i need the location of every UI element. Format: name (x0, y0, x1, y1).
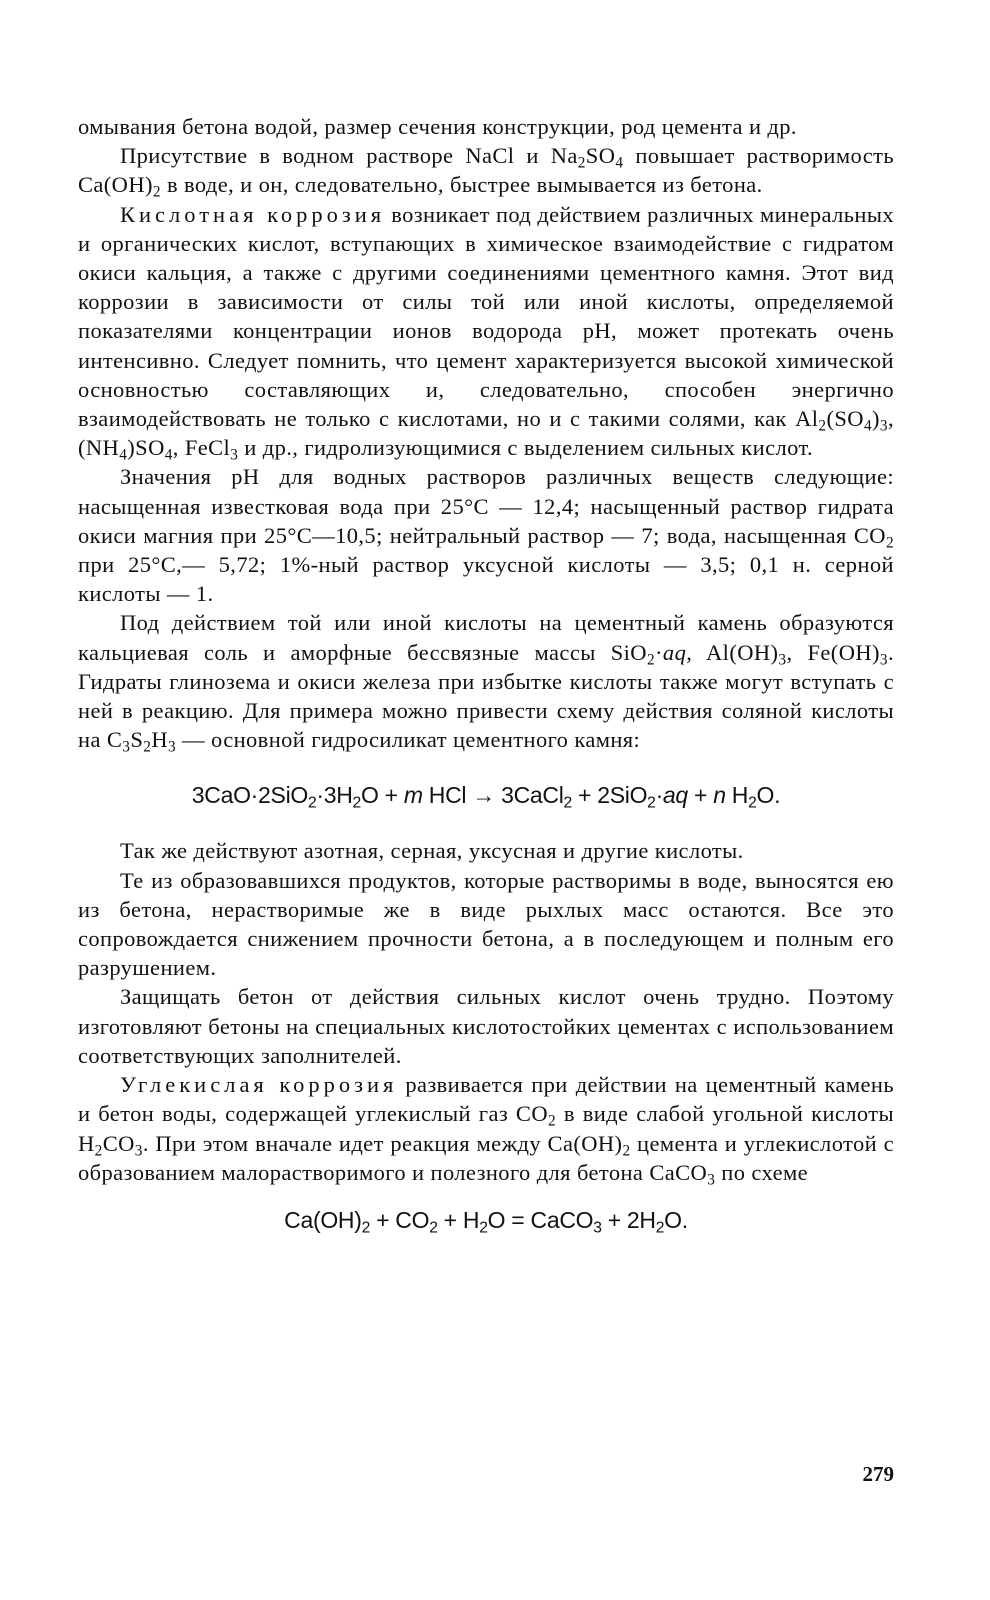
page-number: 279 (862, 1462, 894, 1486)
eq-text: · (655, 782, 663, 809)
sub: 2 (655, 1219, 665, 1237)
sub: 4 (615, 154, 624, 172)
sub: 3 (122, 738, 131, 756)
sub: 2 (94, 1141, 103, 1159)
text: CO (102, 1130, 135, 1156)
eq-text: + CO (369, 1206, 430, 1233)
text: повышает растворимость Ca(OH) (78, 143, 894, 198)
sub: 2 (647, 794, 656, 812)
sub: 2 (352, 794, 361, 812)
sub: 2 (577, 154, 586, 172)
equation-hcl-reaction (78, 780, 894, 810)
paragraph-9 (78, 1070, 894, 1187)
paragraph-5 (78, 608, 894, 754)
sub: 3 (879, 417, 888, 435)
sub: 2 (622, 1141, 631, 1159)
text: цемента и углекислотой с образованием малорастворимого и полезного для бетона CaCO (78, 1130, 894, 1185)
sub: 2 (143, 738, 152, 756)
text: , FeCl (172, 435, 231, 461)
eq-text: HCl → 3CaCl (422, 782, 564, 809)
text: Под действием той или иной кислоты на цементный камень образуются кальциевая соль и аморфные бессвязные массы SiO (78, 610, 894, 665)
sub: 4 (119, 446, 128, 464)
text: развивается при действии на цементный камень и бетон воды, содержащей углекислый газ CO (78, 1072, 894, 1127)
text: Защищать бетон от действия сильных кислот очень трудно. Поэтому изготовляют бетоны на специальных кислотостойких цементах с использованием соответствующих заполнителей. (78, 984, 894, 1068)
equation-carbonation (78, 1205, 894, 1235)
sub: 3 (230, 446, 239, 464)
text: в виде слабой угольной кислоты H (78, 1101, 894, 1156)
section-heading: Кислотная коррозия (120, 201, 386, 227)
eq-var: m (403, 782, 423, 809)
sub: 4 (164, 446, 173, 464)
sub: 2 (479, 1219, 488, 1237)
sub: 2 (361, 1219, 370, 1237)
text: возникает под действием различных минеральных и органических кислот, вступающих в химическое взаимодействие с гидратом окиси кальция, а также с другими соединениями цементного камня. Этот вид коррозии в зависимости от силы той или иной кислоты, определяемой показателями концентрации ионов водорода pH, может протекать очень интенсивно. Следует помнить, что цемент характеризуется высокой химической основностью составляющих и, следовательно, способен энергично взаимодействовать не только с кислотами, но и с такими солями, как Al (78, 201, 894, 432)
eq-text: O = CaCO (487, 1206, 594, 1233)
paragraph-4 (78, 462, 894, 608)
text: )SO (127, 435, 165, 461)
sub: 3 (707, 1170, 716, 1188)
text: и др., гидролизующимися с выделением сильных кислот. (238, 435, 814, 461)
eq-text: + 2H (601, 1206, 656, 1233)
paragraph-1 (78, 112, 894, 141)
eq-text: Ca(OH) (284, 1206, 362, 1233)
text: Те из образовавшихся продуктов, которые растворимы в воде, выносятся ею из бетона, нерастворимые же в виде рыхлых масс остаются. Все это сопровождается снижением прочности бетона, а в последующем и полным его разрушением. (78, 867, 894, 981)
eq-text: + 2SiO (571, 782, 648, 809)
text: ) (872, 406, 880, 432)
page-body (78, 112, 894, 1235)
eq-text: + H (437, 1206, 480, 1233)
text: по схеме (715, 1159, 808, 1185)
text: в воде, и он, следовательно, быстрее вымывается из бетона. (160, 172, 763, 198)
eq-text: H (725, 782, 749, 809)
text: при 25°C,— 5,72; 1%-ный раствор уксусной кислоты — 3,5; 0,1 н. серной кислоты — 1. (78, 552, 894, 607)
eq-var: aq (662, 782, 688, 809)
sub: 2 (818, 417, 827, 435)
eq-text: ·3H (316, 782, 353, 809)
sub: 3 (167, 738, 177, 756)
paragraph-8 (78, 982, 894, 1070)
text-italic: aq, (662, 639, 693, 665)
text: Присутствие в водном растворе NaCl и Na (120, 143, 578, 169)
sub: 2 (307, 794, 317, 812)
text: — основной гидросиликат цементного камня: (176, 727, 641, 753)
paragraph-2 (78, 141, 894, 199)
sub: 2 (429, 1219, 438, 1237)
sub: 4 (863, 417, 872, 435)
eq-text: 3CaO·2SiO (191, 782, 308, 809)
sub: 3 (879, 650, 888, 668)
text: Al(OH) (692, 639, 779, 665)
text: S (130, 727, 144, 753)
paragraph-text: омывания бетона водой, размер сечения конструкции, род цемента и др. (78, 114, 797, 139)
paragraph-7 (78, 866, 894, 983)
eq-text: + (687, 782, 714, 809)
text: (SO (826, 406, 864, 432)
sub: 2 (885, 534, 894, 552)
section-heading: Углекислая коррозия (120, 1072, 398, 1098)
sub: 2 (748, 794, 757, 812)
sub: 3 (134, 1141, 143, 1159)
text: . При этом вначале идет реакция между Ca(OH) (142, 1130, 623, 1156)
text: Значения pH для водных растворов различных веществ следующие: насыщенная известковая вода при 25°C — 12,4; насыщенный раствор гидрата окиси магния при 25°C—10,5; нейтральный раствор — 7; вода, насыщенная CO (78, 464, 894, 548)
text: . Гидраты глинозема и окиси железа при избытке кислоты также могут вступать с ней в реакцию. Для примера можно привести схему действия соляной кислоты на C (78, 639, 894, 753)
text: SO (585, 143, 616, 169)
eq-text: O + (360, 782, 404, 809)
paragraph-3 (78, 200, 894, 463)
paragraph-6 (78, 836, 894, 865)
text: H (151, 727, 168, 753)
sub: 2 (548, 1112, 557, 1130)
eq-var: n (713, 782, 726, 809)
sub: 3 (593, 1219, 602, 1237)
middle-dot: · (655, 639, 663, 665)
text: , Fe(OH) (786, 639, 880, 665)
text: Так же действуют азотная, серная, уксусная и другие кислоты. (120, 838, 744, 864)
sub: 3 (778, 650, 787, 668)
eq-text: O. (756, 782, 781, 809)
eq-text: O. (664, 1206, 688, 1233)
sub: 2 (563, 794, 572, 812)
sub: 2 (152, 183, 161, 201)
text: , (NH (78, 406, 894, 461)
sub: 2 (646, 650, 656, 668)
